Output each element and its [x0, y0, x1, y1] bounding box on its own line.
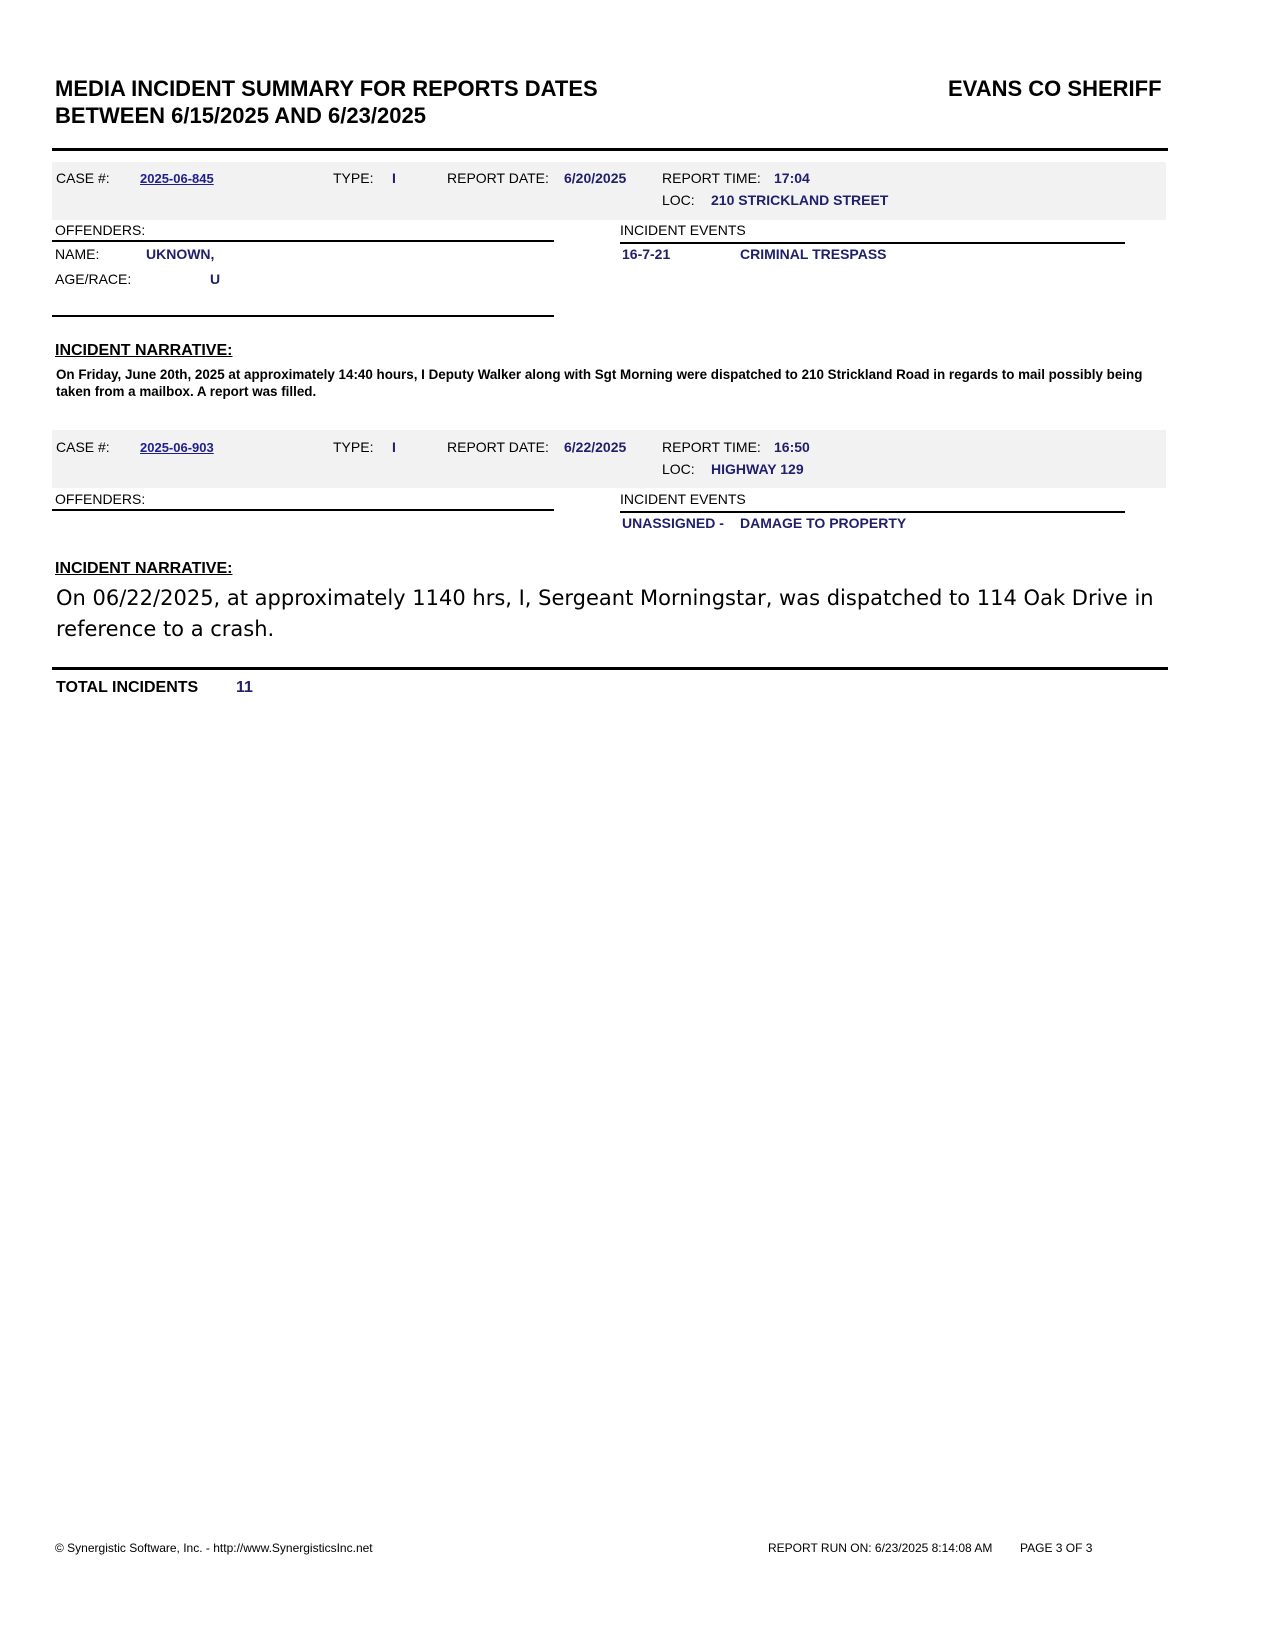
offenders-underline: [52, 240, 554, 242]
incident-events-label: INCIDENT EVENTS: [620, 491, 746, 507]
loc-label: LOC:: [662, 192, 695, 208]
narrative-text: On Friday, June 20th, 2025 at approximately 14:40 hours, I Deputy Walker along with Sgt Morning were dispatched to 210 Strickland Road in regards to mail possibly being taken from a mailbox. A report was filled.: [56, 367, 1143, 399]
report-title-line2: BETWEEN 6/15/2025 AND 6/23/2025: [55, 103, 426, 128]
case-number-link[interactable]: 2025-06-845: [140, 171, 214, 186]
report-date-value: 6/22/2025: [564, 439, 627, 455]
events-underline: [620, 242, 1125, 244]
case-label: CASE #:: [56, 170, 110, 186]
event-code-value: 16-7-21: [622, 246, 671, 262]
footer-report-run: REPORT RUN ON: 6/23/2025 8:14:08 AM: [768, 1541, 993, 1555]
name-label: NAME:: [55, 246, 100, 262]
totals-divider: [52, 667, 1168, 670]
footer-copyright: © Synergistic Software, Inc. - http://www.SynergisticsInc.net: [55, 1541, 373, 1555]
report-date-label: REPORT DATE:: [447, 439, 549, 455]
loc-label: LOC:: [662, 461, 695, 477]
report-date-label: REPORT DATE:: [447, 170, 549, 186]
loc-value: 210 STRICKLAND STREET: [711, 192, 889, 208]
report-title-line1: MEDIA INCIDENT SUMMARY FOR REPORTS DATES: [55, 76, 598, 101]
loc-value: HIGHWAY 129: [711, 461, 804, 477]
offenders-label: OFFENDERS:: [55, 222, 146, 238]
age-race-value: U: [210, 271, 221, 287]
narrative-heading: INCIDENT NARRATIVE:: [55, 560, 233, 577]
report-time-value: 17:04: [774, 170, 810, 186]
event-desc-value: CRIMINAL TRESPASS: [740, 246, 887, 262]
event-code-value: UNASSIGNED -: [622, 515, 724, 531]
age-race-label: AGE/RACE:: [55, 271, 132, 287]
header-divider: [52, 148, 1168, 151]
narrative-text: On 06/22/2025, at approximately 1140 hrs, I, Sergeant Morningstar, was dispatched to 114 Oak Drive in reference to a crash.: [56, 586, 1154, 641]
type-value: I: [392, 170, 396, 186]
report-title: [55, 75, 598, 129]
total-incidents-label: TOTAL INCIDENTS: [56, 679, 199, 696]
report-time-label: REPORT TIME:: [662, 439, 761, 455]
type-label: TYPE:: [333, 170, 374, 186]
offender-name-value: UKNOWN,: [146, 246, 215, 262]
offenders-underline: [52, 509, 554, 511]
incident-events-label: INCIDENT EVENTS: [620, 222, 746, 238]
report-time-label: REPORT TIME:: [662, 170, 761, 186]
offenders-label: OFFENDERS:: [55, 491, 146, 507]
offender-block-divider: [52, 315, 554, 317]
report-time-value: 16:50: [774, 439, 810, 455]
report-date-value: 6/20/2025: [564, 170, 627, 186]
event-desc-value: DAMAGE TO PROPERTY: [740, 515, 907, 531]
case-number-link[interactable]: 2025-06-903: [140, 440, 214, 455]
type-value: I: [392, 439, 396, 455]
case-label: CASE #:: [56, 439, 110, 455]
type-label: TYPE:: [333, 439, 374, 455]
agency-name: EVANS CO SHERIFF: [948, 76, 1162, 101]
total-incidents-value: 11: [236, 679, 253, 696]
events-underline: [620, 511, 1125, 513]
footer-page-number: PAGE 3 OF 3: [1020, 1541, 1093, 1555]
narrative-heading: INCIDENT NARRATIVE:: [55, 342, 233, 359]
